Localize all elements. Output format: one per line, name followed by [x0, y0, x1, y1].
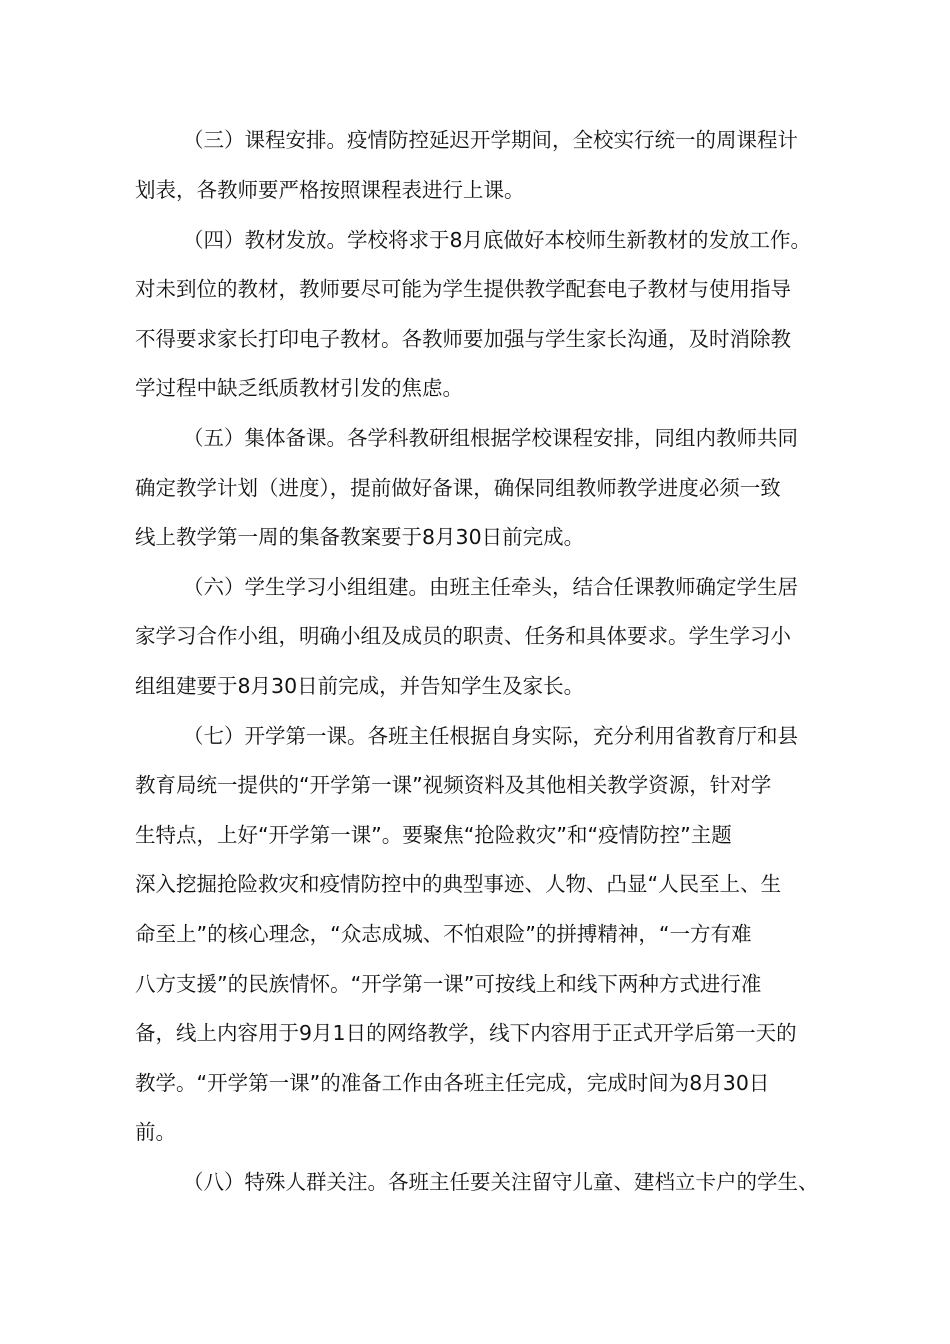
paragraph-7-line-6: 八方支援”的民族情怀。“开学第一课”可按线上和线下两种方式进行准: [135, 972, 762, 996]
paragraph-5-line-1: （五）集体备课。各学科教研组根据学校课程安排，同组内教师共同: [183, 426, 798, 450]
paragraph-8-line-1: （八）特殊人群关注。各班主任要关注留守儿童、建档立卡户的学生、: [183, 1170, 819, 1194]
paragraph-7-line-1: （七）开学第一课。各班主任根据自身实际，充分利用省教育厅和县: [183, 724, 798, 748]
paragraph-6-line-2: 家学习合作小组，明确小组及成员的职责、任务和具体要求。学生学习小: [135, 624, 791, 648]
paragraph-4-line-2: 对未到位的教材，教师要尽可能为学生提供教学配套电子教材与使用指导: [135, 277, 791, 301]
paragraph-7-line-2: 教育局统一提供的“开学第一课”视频资料及其他相关教学资源，针对学: [135, 773, 772, 797]
paragraph-4-line-1: （四）教材发放。学校将求于8月底做好本校师生新教材的发放工作。: [183, 228, 812, 252]
paragraph-4-line-3: 不得要求家长打印电子教材。各教师要加强与学生家长沟通，及时消除教: [135, 327, 791, 351]
paragraph-5-line-3: 线上教学第一周的集备教案要于8月30日前完成。: [135, 525, 585, 549]
paragraph-7-line-3: 生特点，上好“开学第一课”。要聚焦“抢险救灾”和“疫情防控”主题: [135, 823, 732, 847]
paragraph-7-line-7: 备，线上内容用于9月1日的网络教学，线下内容用于正式开学后第一天的: [135, 1021, 797, 1045]
paragraph-7-line-9: 前。: [135, 1120, 176, 1144]
paragraph-3-line-1: （三）课程安排。疫情防控延迟开学期间，全校实行统一的周课程计: [183, 128, 798, 152]
paragraph-4-line-4: 学过程中缺乏纸质教材引发的焦虑。: [135, 376, 463, 400]
paragraph-3-line-2: 划表，各教师要严格按照课程表进行上课。: [135, 178, 525, 202]
paragraph-6-line-1: （六）学生学习小组组建。由班主任牵头，结合任课教师确定学生居: [183, 575, 798, 599]
paragraph-7-line-5: 命至上”的核心理念，“众志成城、不怕艰险”的拼搏精神，“一方有难: [135, 922, 752, 946]
paragraph-7-line-4: 深入挖掘抢险救灾和疫情防控中的典型事迹、人物、凸显“人民至上、生: [135, 872, 782, 896]
paragraph-5-line-2: 确定教学计划（进度），提前做好备课，确保同组教师教学进度必须一致: [135, 476, 781, 500]
paragraph-7-line-8: 教学。“开学第一课”的准备工作由各班主任完成，完成时间为8月30日: [135, 1071, 770, 1095]
paragraph-6-line-3: 组组建要于8月30日前完成，并告知学生及家长。: [135, 674, 585, 698]
